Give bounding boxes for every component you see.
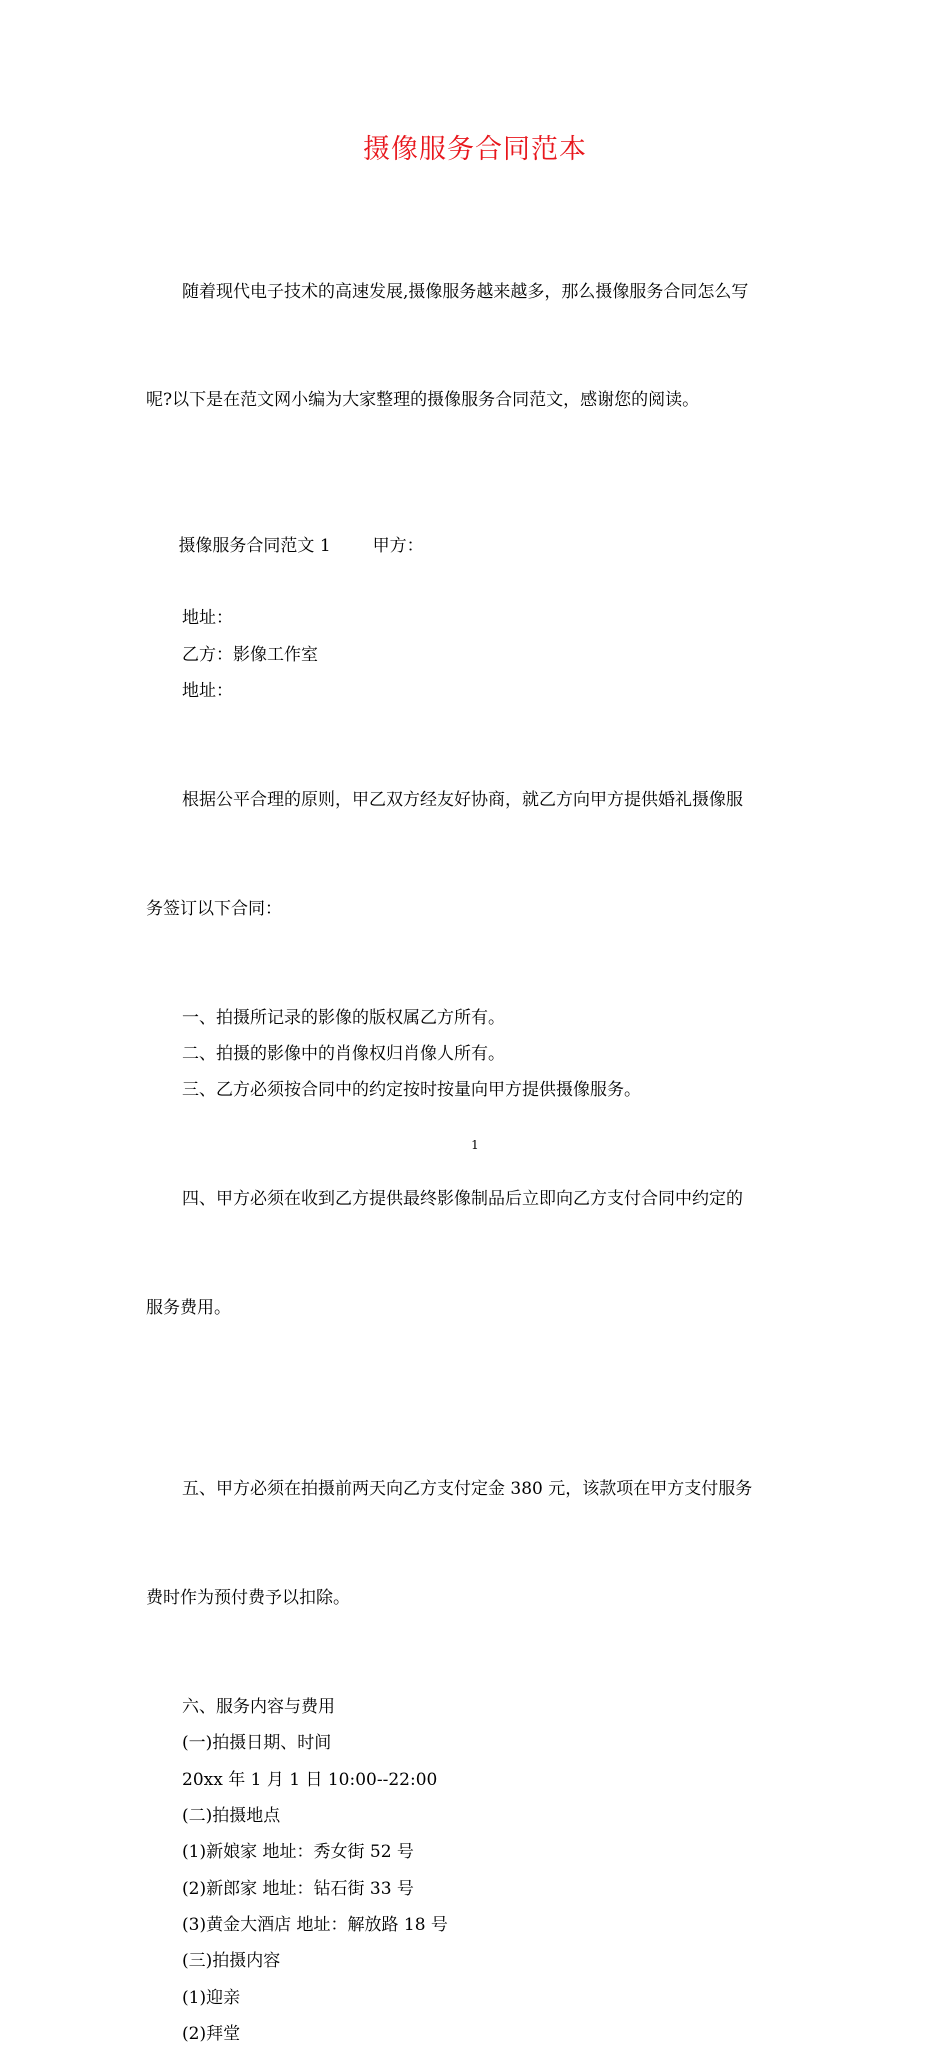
shoot-date-time: 20xx 年 1 月 1 日 10:00--22:00 — [182, 1769, 438, 1790]
location-item: (3)黄金大酒店 地址：解放路 18 号 — [182, 1914, 448, 1935]
preamble-paragraph — [146, 709, 810, 999]
preamble-line: 务签订以下合同： — [146, 898, 282, 919]
location-item: (2)新郎家 地址：钻石街 33 号 — [182, 1878, 414, 1899]
clause-4-line: 四、甲方必须在收到乙方提供最终影像制品后立即向乙方支付合同中约定的 — [182, 1189, 743, 1210]
clause-5 — [146, 1399, 810, 1689]
sample-heading: 摄像服务合同范文 1 — [178, 535, 331, 556]
clause-4-line: 服务费用。 — [146, 1297, 231, 1318]
clause-3: 三、乙方必须按合同中的约定按时按量向甲方提供摄像服务。 — [182, 1080, 641, 1101]
clause-6: 六、服务内容与费用 — [182, 1697, 335, 1718]
party-a-label: 甲方： — [372, 535, 424, 556]
sample-heading-line — [146, 491, 810, 600]
intro-line: 随着现代电子技术的高速发展,摄像服务越来越多，那么摄像服务合同怎么写 — [182, 281, 749, 302]
clause-5-line: 费时作为预付费予以扣除。 — [146, 1588, 350, 1609]
preamble-line: 根据公平合理的原则，甲乙双方经友好协商，就乙方向甲方提供婚礼摄像服 — [182, 789, 743, 810]
clause-2: 二、拍摄的影像中的肖像权归肖像人所有。 — [182, 1043, 505, 1064]
sub-section-1: (一)拍摄日期、时间 — [182, 1733, 332, 1754]
sub-section-3: (三)拍摄内容 — [182, 1951, 281, 1972]
document-body — [146, 201, 810, 2052]
page-number: 1 — [471, 1138, 479, 1152]
location-item: (1)新娘家 地址：秀女街 52 号 — [182, 1842, 414, 1863]
clause-5-line: 五、甲方必须在拍摄前两天向乙方支付定金 380 元，该款项在甲方支付服务 — [182, 1479, 753, 1500]
party-b: 乙方：影像工作室 — [182, 644, 318, 665]
intro-line: 呢?以下是在范文网小编为大家整理的摄像服务合同范文，感谢您的阅读。 — [146, 390, 700, 411]
address-b: 地址： — [182, 680, 233, 701]
content-item: (2)拜堂 — [182, 2023, 241, 2044]
address-a: 地址： — [182, 608, 233, 629]
intro-paragraph — [146, 201, 810, 491]
clause-1: 一、拍摄所记录的影像的版权属乙方所有。 — [182, 1007, 505, 1028]
content-item: (1)迎亲 — [182, 1987, 241, 2008]
sub-section-2: (二)拍摄地点 — [182, 1806, 281, 1827]
document-title: 摄像服务合同范本 — [363, 134, 587, 165]
